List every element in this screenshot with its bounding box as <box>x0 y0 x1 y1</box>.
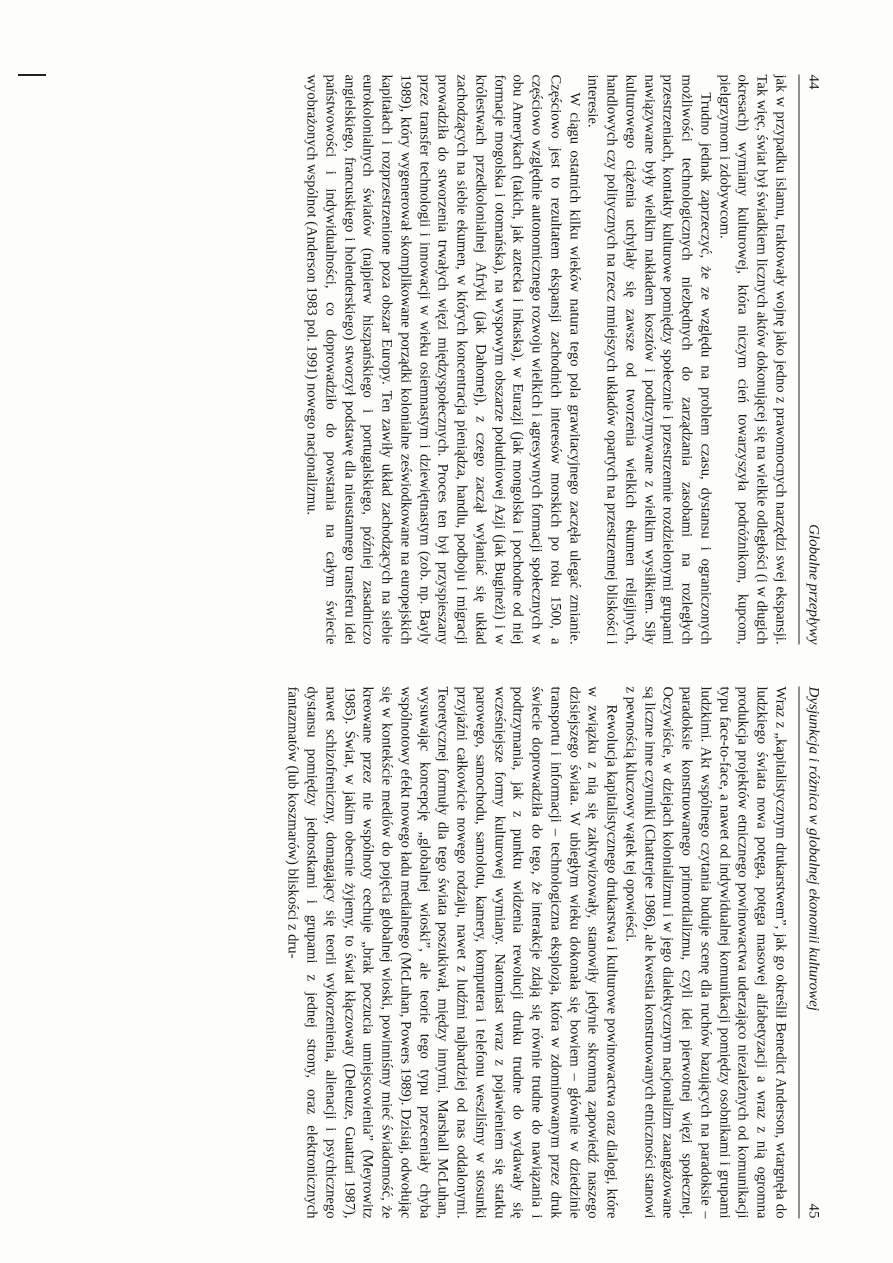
left-page-header <box>798 74 821 644</box>
paragraph: Rewolucja kapitalistycznego drukarstwa i kulturowe powinowactwa oraz dialogi, które w związku z nią się zaktywizowały, stanowiły jedynie skromną zapowiedź naszego dzisiejszego świata. W ubiegłym wieku dokonała się bowiem – głównie w dziedzinie transportu i informacji – technologiczna eksplozja, która w zdominowanym przez druk świecie doprowadziła do tego, że interakcje zdają się równie trudne do nawiązania i podtrzymania, jak z punktu widzenia rewolucji druku trudne do wydawały się wcześniejsze formy kulturowej wymiany. Natomiast wraz z pojawieniem się statku parowego, samochodu, samolotu, kamery, komputera i telefonu weszliśmy w stosunki przyjaźni całkowicie nowego rodzaju, nawet z ludźmi najbardziej od nas oddalonymi. Teoretycznej formuły dla tego świata poszukiwał, między innymi, Marshall McLuhan, wysuwając koncepcję „globalnej wioski”, ale teorie tego typu przeceniały chyba wspólnotowy efekt nowego ładu medialnego (McLuhan, Powers 1989). Dzisiaj, odwołując się w kontekście mediów do pojęcia globalnej wioski, powinniśmy mieć świadomość, że kreowane przez nie wspólnoty cechuje „brak poczucia umiejscowienia” (Meyrowitz 1985). Świat, w jakim obecnie żyjemy, to świat kłączowaty (Deleuze, Guattari 1987), nawet schizofreniczny, domagający się teorii wykorzenienia, alienacji i psychicznego dystansu pomiędzy jednostkami i grupami z jednej strony, oraz elektronicznych fantazmatów (lub koszmarów) bliskości z dru- <box>284 686 620 1218</box>
paragraph: Wraz z „kapitalistycznym drukarstwem”, jak go określił Benedict Anderson, wtargnęła do ludzkiego świata nowa potęga, potęga masowej alfabetyzacji a wraz z nią ogromna produkcja projektów etnicznego powinowactwa uderzająco niezależnych od komunikacji typu face-to-face, a nawet od indywidualnej komunikacji pomiędzy osobnikami i grupami ludzkimi. Akt wspólnego czytania buduje scenę dla ruchów bazujących na paradoksie – paradoksie konstruowanego primordializmu, czyli idei pierwotnej więzi społecznej. Oczywiście, w dziejach kolonializmu i w jego dialektycznym nacjonalizm zaangażowane są liczne inne czynniki (Chatterjee 1986), ale kwestia konstruowanych etniczności stanowi z pewnością kluczowy wątek tej opowieści. <box>622 686 788 1218</box>
right-page-body <box>283 686 789 1218</box>
left-page <box>0 52 893 650</box>
right-running-head: Dysjunkcja i różnica w globalnej ekonomii kulturowej <box>805 686 821 1011</box>
right-page-header <box>798 686 821 1218</box>
left-running-head: Globalne przepływy <box>805 523 821 644</box>
paragraph: Trudno jednak zaprzeczyć, że ze względu na problem czasu, dystansu i ograniczonych możliwości technologicznych niezbędnych do zarządzania zasobami na rozległych przestrzeniach, kontakty kulturowe pomiędzy społecznie i przestrzennie rozdzielonymi grupami nawiązywane były wielkim nakładem kosztów i podtrzymywane z wielkim wysiłkiem. Siły kulturowego ciążenia uchylały się zawsze od tworzenia wielkich ekumen religijnych, handlowych czy politycznych na rzecz mniejszych układów opartych na przestrzennej bliskości i interesie. <box>584 74 713 644</box>
paragraph: W ciągu ostatnich kilku wieków natura tego pola grawitacyjnego zaczęła ulegać zmianie. Częściowo jest to rezultatem ekspansji zachodnich interesów morskich po roku 1500, a częściowo względnie autonomicznego rozwoju wielkich i agresywnych formacji społecznych w obu Amerykach (takich, jak aztecka i inkaska), w Eurazji (jak mongolska i pochodne od niej formacje mogolska i otomańska), na wyspowym obszarze południowej Azji (jak Bugineżi) i w królestwach przedkolonialnej Afryki (jak Dahomej), z czego zaczął wyłaniać się układ zachodzących na siebie ekumen, w których koncentracja pieniądza, handlu, podboju i migracji prowadziła do stworzenia trwałych więzi międzyspołecznych. Proces ten był przyspieszany przez transfer technologii i innowacji w wieku osiemnastym i dziewiętnastym (zob. np. Bayly 1989), który wygenerował skomplikowane porządki kolonialne zeświodkowane na europejskich kapitałach i rozprzestrzenione poza obszar Europy. Ten zawiły układ zachodzących na siebie eurokolonialnych światów (najpierw hiszpańskiego i portugalskiego, później zasadniczo angielskiego, francuskiego i holenderskiego) stworzył podstawę dla nieustannego transferu idei państwowości i indywidualności, co doprowadziło do powstania na całym świecie wyobrażonych wspólnot (Anderson 1983 pol. 1991) nowego nacjonalizmu. <box>303 74 582 644</box>
right-page <box>0 664 893 1224</box>
left-page-number: 44 <box>805 74 821 89</box>
left-page-body <box>302 74 790 644</box>
paragraph: jak w przypadku islamu, traktowały wojnę jako jedno z prawomocnych narzędzi swej ekspansji. Tak więc, świat był świadkiem licznych aktów dokonującej się na wielkie odległości (i w długich okresach) wymiany kulturowej, która niczym cień towarzyszyła podróżnikom, kupcom, pielgrzymom i zdobywcom. <box>715 74 788 644</box>
right-page-number: 45 <box>805 1203 821 1218</box>
